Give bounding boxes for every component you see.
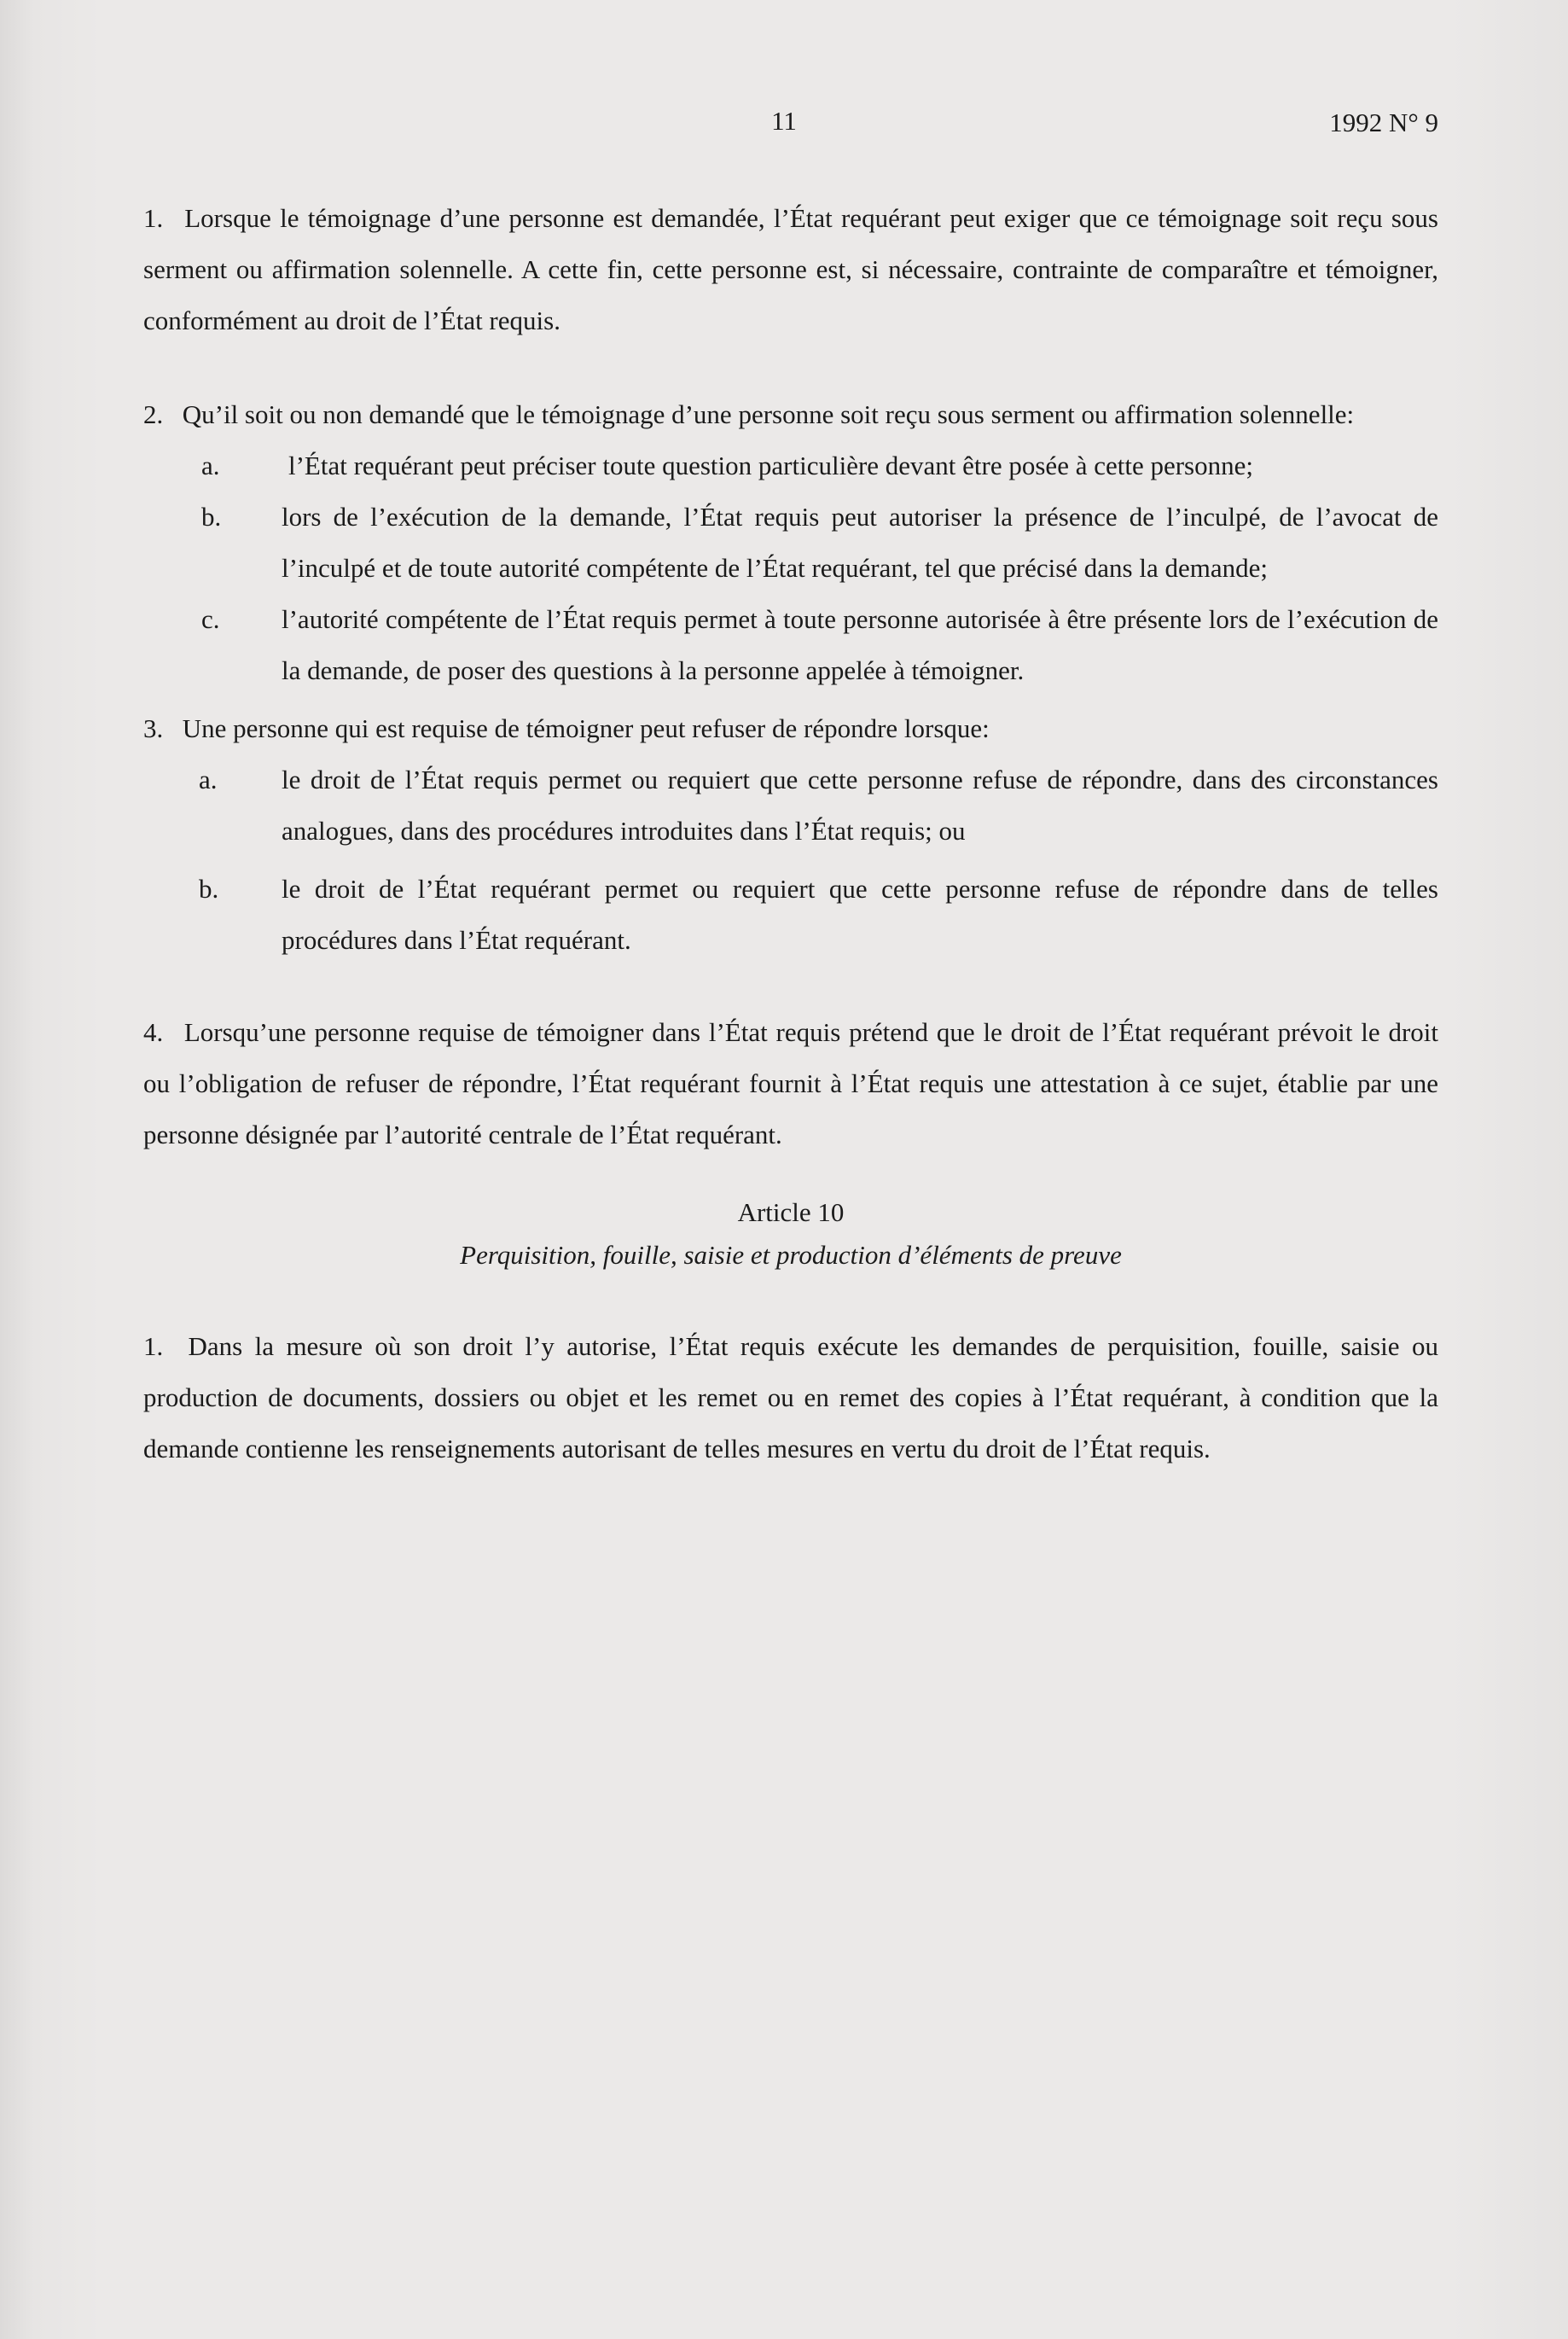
paragraph-text: Lorsque le témoignage d’une personne est demandée, l’État requérant peut exiger que ce témoignage soit reçu sous serment ou affirmation solennelle. A cette fin, cette personne est, si nécessaire, contrainte de comparaître et témoigner, conformément au droit de l’État requis.	[143, 203, 1438, 335]
list-item-text: l’autorité compétente de l’État requis permet à toute personne autorisée à être présente lors de l’exécution de la demande, de poser des questions à la personne appelée à témoigner.	[282, 604, 1438, 685]
article-paragraph-1	[143, 1321, 1438, 1475]
paragraph-text: Lorsqu’une personne requise de témoigner dans l’État requis prétend que le droit de l’État requérant prévoit le droit ou l’obligation de refuser de répondre, l’État requérant fournit à l’État requis une attestation à ce sujet, établie par une personne désignée par l’autorité centrale de l’État requérant.	[143, 1017, 1438, 1149]
list-item-3b	[143, 864, 1438, 966]
list-item-text: le droit de l’État requérant permet ou requiert que cette personne refuse de répondre dans de telles procédures dans l’État requérant.	[282, 874, 1438, 955]
paragraph-number: 1.	[143, 203, 164, 233]
paragraph-1	[143, 193, 1438, 346]
list-item-letter: c.	[201, 604, 220, 634]
list-item-text: lors de l’exécution de la demande, l’État requis peut autoriser la présence de l’inculpé, de l’avocat de l’inculpé et de toute autorité compétente de l’État requérant, tel que précisé dans la demande;	[282, 502, 1438, 583]
list-item-letter: b.	[199, 874, 219, 904]
paragraph-text: Dans la mesure où son droit l’y autorise, l’État requis exécute les demandes de perquisition, fouille, saisie ou production de documents, dossiers ou objet et les remet ou en remet des copies à l’État requérant, à condition que la demande contienne les renseignements autorisant de telles mesures en vertu du droit de l’État requis.	[143, 1331, 1438, 1463]
list-item-2a	[143, 440, 1438, 492]
list-item-letter: a.	[199, 765, 218, 794]
list-item-2b	[143, 492, 1438, 594]
article-subtitle: Perquisition, fouille, saisie et production d’éléments de preuve	[460, 1240, 1122, 1270]
list-item-3a	[143, 754, 1438, 857]
paragraph-number: 3.	[143, 713, 164, 743]
paragraph-text: Qu’il soit ou non demandé que le témoignage d’une personne soit reçu sous serment ou affirmation solennelle:	[182, 399, 1355, 429]
list-item-2c	[143, 594, 1438, 696]
page-number: 11	[771, 106, 797, 136]
list-item-letter: a.	[201, 451, 220, 480]
paragraph-2	[143, 389, 1438, 440]
list-item-text: le droit de l’État requis permet ou requiert que cette personne refuse de répondre, dans des circonstances analogues, dans des procédures introduites dans l’État requis; ou	[282, 765, 1438, 846]
document-reference: 1992 N° 9	[1329, 108, 1438, 137]
paragraph-4	[143, 1007, 1438, 1161]
paragraph-3	[143, 703, 1438, 754]
paragraph-number: 1.	[143, 1331, 164, 1361]
paragraph-number: 2.	[143, 399, 164, 429]
list-item-text: l’État requérant peut préciser toute question particulière devant être posée à cette personne;	[288, 451, 1253, 480]
paragraph-number: 4.	[143, 1017, 164, 1047]
article-title: Article 10	[737, 1197, 845, 1227]
paragraph-text: Une personne qui est requise de témoigner peut refuser de répondre lorsque:	[182, 713, 990, 743]
list-item-letter: b.	[201, 502, 222, 532]
document-body	[143, 193, 1438, 1475]
